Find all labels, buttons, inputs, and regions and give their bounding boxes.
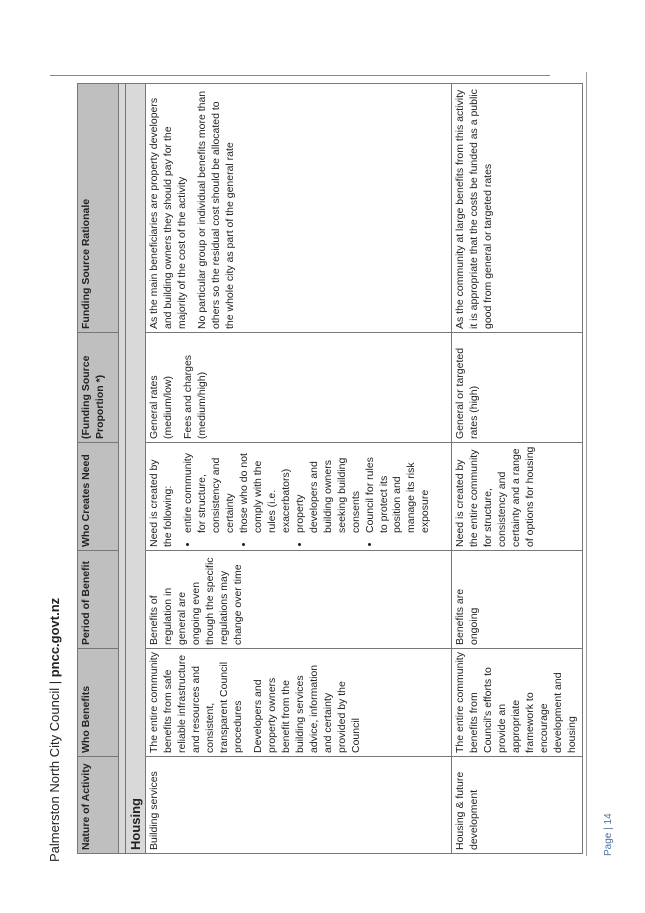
footer-org: Palmerston North City Council | [47, 677, 62, 862]
header-who-benefits: Who Benefits [78, 649, 119, 757]
section-spacer-cell [119, 84, 126, 854]
funding-rationale-cell [452, 84, 583, 333]
activity-cell: Building services [146, 757, 452, 854]
footer-rule [586, 72, 587, 856]
rationale-paragraph: As the community at large benefits from this activity it is appropriate that the costs be funded as a public good from general or targeted rates [454, 89, 495, 329]
who-benefits-cell [452, 649, 583, 757]
rationale-paragraph: As the main beneficiaries are property developers and building owners they should pay for the majority of the cost of the activity [148, 97, 189, 329]
header-rule [50, 75, 550, 76]
header-nature-of-activity: Nature of Activity [78, 757, 119, 854]
table-header-row [78, 84, 119, 854]
activity-cell: Housing & future development [452, 757, 583, 854]
table-row [452, 84, 583, 854]
page-number-text: Page | 14 [603, 813, 614, 856]
need-intro: Need is created by the entire community for structure, consistency and certainty and a range of options for housing [454, 446, 537, 547]
period-cell: Benefits of regulation in general are ongoing even though the specific regulations may change over time [146, 551, 452, 649]
footer [40, 72, 70, 862]
list-item: • those who do not comply with the rules (i.e. exacerbators) [238, 446, 294, 533]
funding-proportion-cell [146, 333, 452, 443]
funding-proportion-item: Fees and charges (medium/high) [182, 354, 209, 439]
table-row [146, 84, 452, 854]
who-creates-need-cell [452, 443, 583, 551]
need-list [182, 446, 433, 547]
rationale-paragraph: No particular group or individual benefits more than others so the residual cost should be allocated to the whole city as part of the general rate [196, 90, 237, 329]
section-row-housing [126, 84, 146, 854]
funding-proportion-cell [452, 333, 583, 443]
who-benefits-paragraph: The entire community benefits from safe reliable infrastructure and resources and consistent, transparent Council procedures [148, 652, 244, 753]
section-title: Housing [126, 84, 146, 854]
funding-proportion-item: General rates (medium/low) [148, 375, 175, 439]
list-item: • Council for rules to protect its position and manage its risk exposure [364, 446, 434, 533]
period-cell: Benefits are ongoing [452, 551, 583, 649]
section-spacer-row [119, 84, 126, 854]
need-intro: Need is created by the following: [148, 459, 175, 547]
footer-text [40, 72, 70, 862]
who-creates-need-cell [146, 443, 452, 551]
funding-proportion-item: General or targeted rates (high) [454, 347, 481, 439]
footer-website[interactable]: pncc.govt.nz [47, 597, 62, 678]
who-benefits-paragraph: Developers and property owners benefit from the building services advice, information and certainty provided by the Council [251, 664, 362, 753]
list-item: • entire community for structure, consistency and certainty [182, 446, 238, 533]
list-item: • property developers and building owners seeking building consents [294, 446, 364, 533]
who-benefits-cell [146, 649, 452, 757]
who-benefits-paragraph: The entire community benefits from Council's efforts to provide an appropriate framework to encourage development and housing [454, 652, 578, 753]
header-funding-proportion: (Funding Source Proportion *) [78, 333, 119, 443]
header-funding-rationale: Funding Source Rationale [78, 84, 119, 333]
funding-rationale-cell [146, 84, 452, 333]
header-who-creates-need: Who Creates Need [78, 443, 119, 551]
funding-table-wrap [77, 84, 583, 854]
funding-table [77, 83, 583, 854]
header-period-of-benefit: Period of Benefit [78, 551, 119, 649]
page-number [598, 72, 620, 856]
